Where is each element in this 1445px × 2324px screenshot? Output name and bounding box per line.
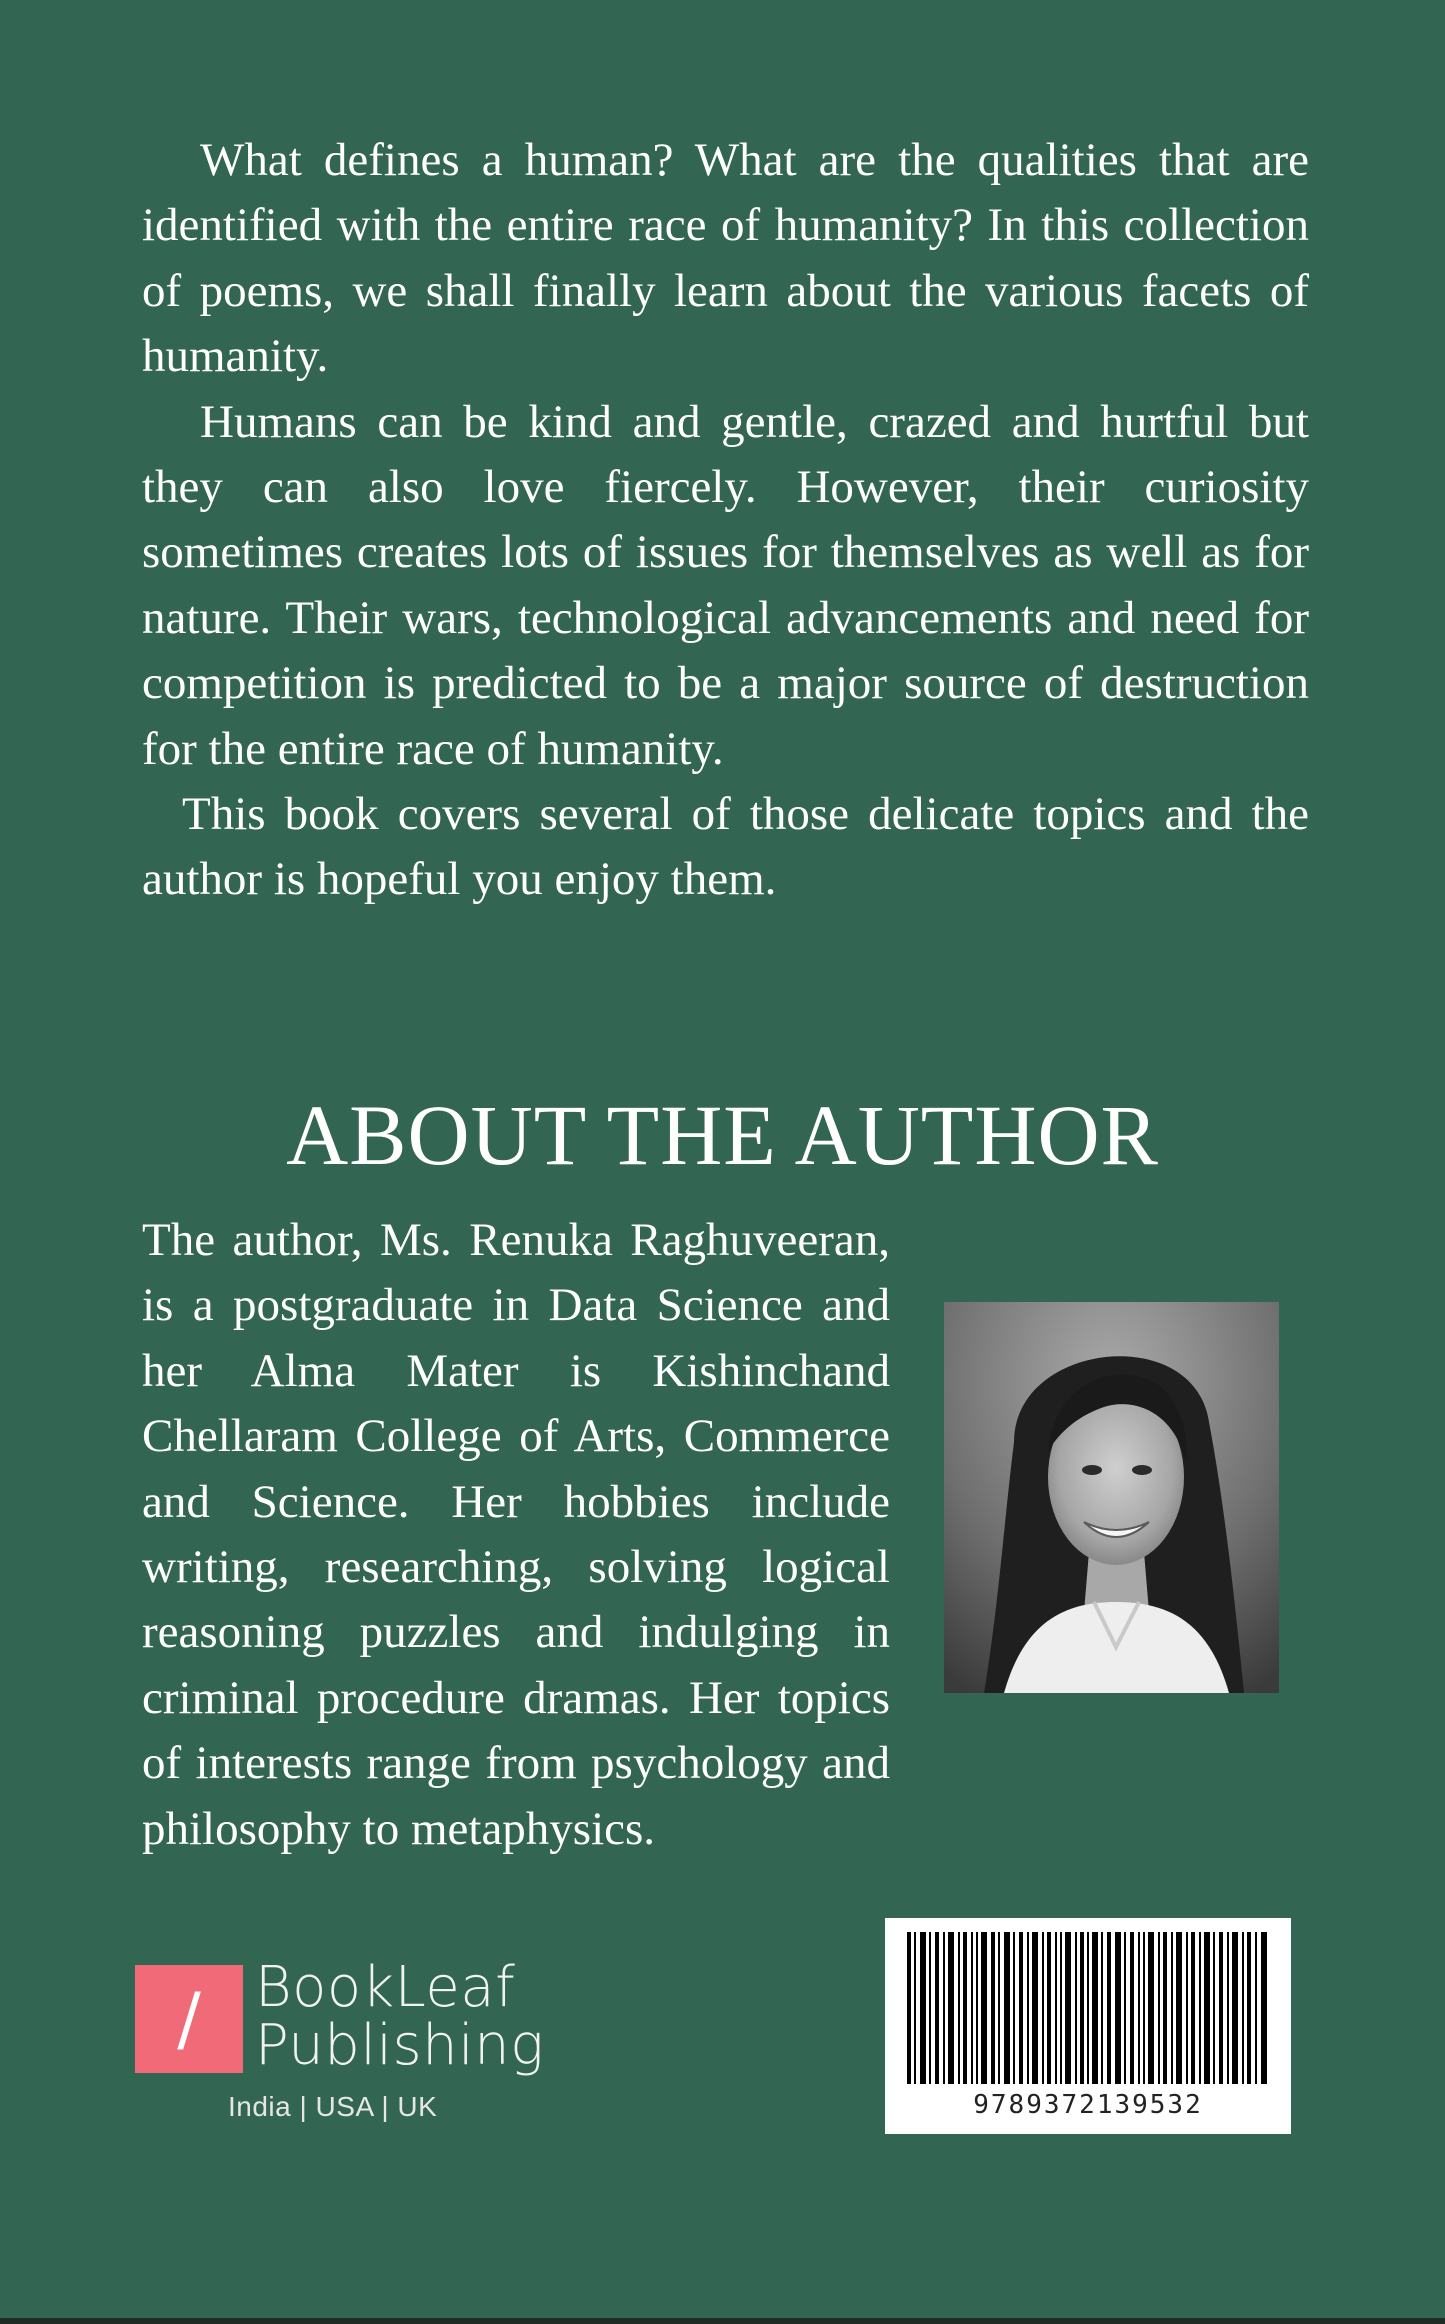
back-cover-blurb [142,128,1309,913]
author-bio: The author, Ms. Renuka Raghuveeran, is a postgraduate in Data Science and her Alma Mater is Kishinchand Chellaram College of Arts, Commerce and Science. Her hobbies include writing, researching, solving logical reasoning puzzles and indulging in criminal procedure dramas. Her topics of interests range from psychology and philosophy to metaphysics. [142,1214,890,1855]
publisher-name-line2: Publishing [255,2013,545,2078]
blurb-paragraph-2: Humans can be kind and gentle, crazed and hurtful but they can also love fiercely. However, their curiosity sometimes creates lots of issues for themselves as well as for nature. Their wars, technological advancements and need for competition is predicted to be a major source of destruction for the entire race of humanity. [142,395,1309,775]
publisher-regions: India | USA | UK [228,2091,438,2122]
blurb-paragraph-1: What defines a human? What are the qualities that are identified with the entire race of humanity? In this collection of poems, we shall finally learn about the various facets of humanity. [142,134,1309,383]
author-photo [944,1302,1279,1693]
publisher-logo-slash: / [177,1978,201,2060]
publisher-logo-icon [135,1965,243,2073]
cover-bottom-edge [0,2318,1445,2324]
about-author-heading: ABOUT THE AUTHOR [286,1087,1159,1183]
publisher-name-line1: BookLeaf [255,1955,516,2020]
isbn-barcode [885,1918,1291,2134]
author-portrait-image [944,1302,1279,1693]
isbn-number: 9789372139532 [973,2090,1203,2120]
blurb-paragraph-3: This book covers several of those delicate topics and the author is hopeful you enjoy them. [142,788,1309,906]
barcode-icon [907,1932,1269,2084]
